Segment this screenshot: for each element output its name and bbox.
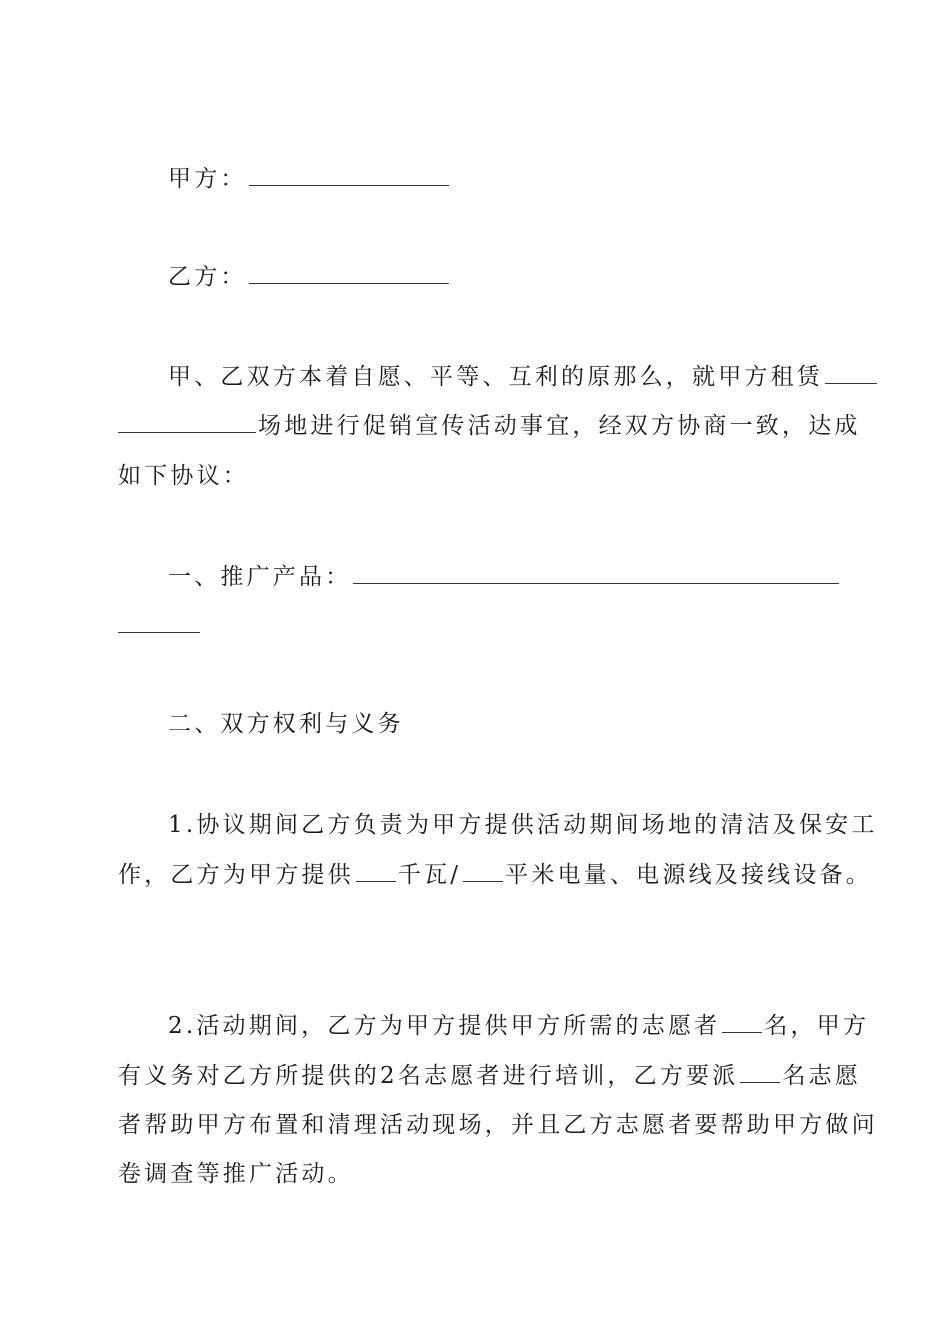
party-b-label: 乙方：: [168, 264, 247, 290]
intro-line-2: [118, 410, 861, 441]
intro-text-2: 场地进行促销宣传活动事宜，经双方协商一致，达成: [258, 413, 861, 439]
section-1-blank-2: [118, 610, 200, 633]
party-b-line: [168, 261, 832, 292]
section-1-label: 一、推广产品：: [168, 564, 352, 590]
clause-1-text-1: 1.协议期间乙方负责为甲方提供活动期间场地的清洁及保安工: [168, 812, 878, 838]
clause-1-blank-kw: [356, 859, 396, 882]
clause-2-text-1a: 2.活动期间，乙方为甲方提供甲方所需的志愿者: [168, 1013, 721, 1039]
clause-2-text-2b: 名志愿: [782, 1063, 862, 1089]
intro-line-3: [118, 461, 832, 491]
section-1-continuation: [118, 610, 832, 641]
party-a-blank: [249, 163, 449, 186]
clause-2-line-4: [118, 1159, 832, 1189]
clause-2-line-2: [118, 1060, 862, 1091]
intro-line-1: [168, 361, 832, 392]
clause-2-line-3: [118, 1110, 878, 1140]
intro-blank-2: [118, 410, 256, 433]
clause-2-line-1: [168, 1010, 870, 1041]
clause-2-text-1b: 名，甲方: [764, 1013, 870, 1039]
intro-blank-1: [825, 361, 877, 384]
clause-1-blank-sqm: [463, 859, 503, 882]
section-2-heading-line: [168, 709, 832, 739]
intro-text-1: 甲、乙双方本着自愿、平等、互利的原那么，就甲方租赁: [168, 364, 823, 390]
clause-1-line-2: [118, 859, 872, 890]
clause-2-text-4: 卷调查等推广活动。: [118, 1161, 354, 1187]
section-2-heading: 二、双方权利与义务: [168, 711, 404, 737]
clause-2-text-3: 者帮助甲方布置和清理活动现场，并且乙方志愿者要帮助甲方做问: [118, 1112, 878, 1138]
section-1-blank-1: [353, 561, 839, 584]
party-b-blank: [249, 261, 449, 284]
clause-1-text-2c: 平米电量、电源线及接线设备。: [505, 862, 872, 888]
clause-2-blank-volunteers: [722, 1010, 762, 1033]
clause-2-blank-dispatch: [740, 1060, 780, 1083]
clause-1-text-2a: 作，乙方为甲方提供: [118, 862, 354, 888]
clause-1-line-1: [168, 810, 878, 840]
intro-text-3: 如下协议：: [118, 463, 249, 489]
section-1-line: [168, 561, 832, 592]
clause-2-text-2a: 有义务对乙方所提供的2名志愿者进行培训，乙方要派: [118, 1063, 739, 1089]
clause-1-text-2b: 千瓦/: [397, 862, 462, 888]
party-a-label: 甲方：: [168, 166, 247, 192]
party-a-line: [168, 163, 832, 194]
